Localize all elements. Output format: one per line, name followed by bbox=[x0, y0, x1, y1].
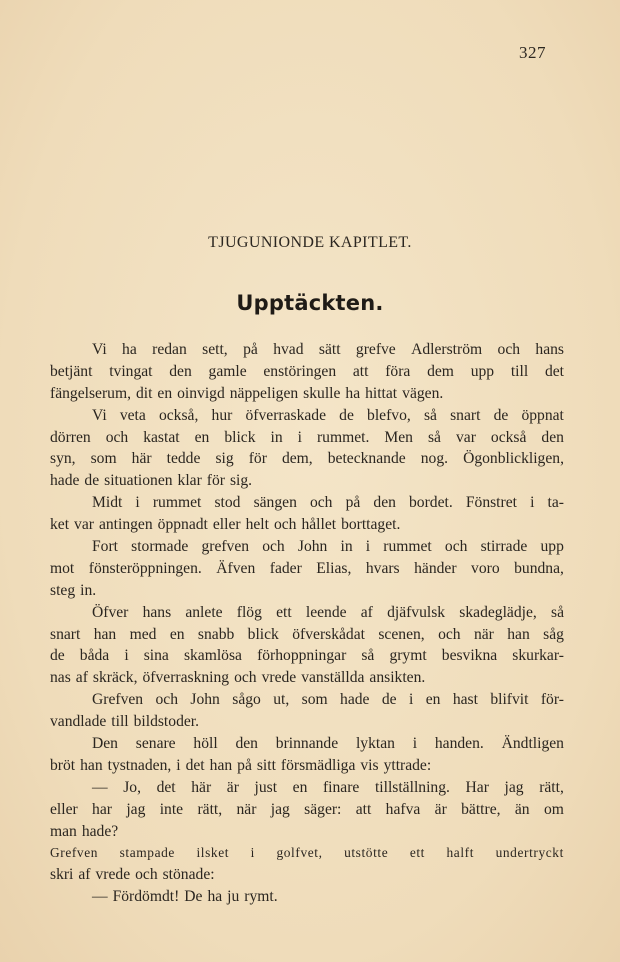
text-line: Öfver hans anlete flög ett leende af djäfvulsk skadeglädje, så bbox=[92, 603, 564, 621]
text-line: Midt i rummet stod sängen och på den bordet. Fönstret i ta- bbox=[92, 494, 564, 512]
page-number: 327 bbox=[519, 43, 546, 62]
text-line: — Fördömdt! De ha ju rymt. bbox=[92, 888, 278, 906]
text-line: ket var antingen öppnadt eller helt och hållet borttaget. bbox=[50, 516, 401, 534]
text-line: de båda i sina skamlösa förhoppningar så grymt besvikna skurkar- bbox=[50, 647, 564, 665]
text-line: Den senare höll den brinnande lyktan i handen. Ändtligen bbox=[92, 735, 564, 753]
text-line: man hade? bbox=[50, 822, 119, 840]
text-line: mot fönsteröppningen. Äfven fader Elias, hvars händer voro bundna, bbox=[50, 559, 564, 577]
text-line: steg in. bbox=[50, 581, 97, 599]
text-line: dörren och kastat en blick in i rummet. Men så var också den bbox=[50, 428, 564, 446]
chapter-heading: TJUGUNIONDE KAPITLET. bbox=[208, 234, 412, 251]
text-line: fängelserum, dit en oinvigd näppeligen skulle ha hittat vägen. bbox=[50, 384, 444, 402]
text-line: eller har jag inte rätt, när jag säger: att hafva är bättre, än om bbox=[50, 800, 564, 818]
text-line: Vi veta också, hur öfverraskade de blefvo, så snart de öppnat bbox=[92, 406, 564, 424]
text-line: — Jo, det här är just en finare tillställning. Har jag rätt, bbox=[92, 778, 564, 796]
text-line: bröt han tystnaden, i det han på sitt försmädliga vis yttrade: bbox=[50, 756, 432, 774]
text-line: syn, som här tedde sig för dem, betecknande nog. Ögonblickligen, bbox=[50, 450, 564, 468]
text-line: snart han med en snabb blick öfverskådat scenen, och när han såg bbox=[50, 625, 564, 643]
text-line: Fort stormade grefven och John in i rummet och stirrade upp bbox=[92, 538, 564, 556]
text-line: nas af skräck, öfverraskning och vrede vanställda ansikten. bbox=[50, 669, 426, 687]
text-line: vandlade till bildstoder. bbox=[50, 713, 200, 731]
text-line: Grefven och John sågo ut, som hade de i en hast blifvit för- bbox=[92, 691, 564, 709]
text-line: Grefven stampade ilsket i golfvet, utstötte ett halft undertryckt bbox=[50, 845, 564, 861]
text-line: hade de situationen klar för sig. bbox=[50, 472, 253, 490]
body-text bbox=[50, 339, 564, 908]
text-line: betjänt tvingat den gamle enstöringen att föra dem upp till det bbox=[50, 362, 564, 380]
text-line: Vi ha redan sett, på hvad sätt grefve Adlerström och hans bbox=[92, 341, 564, 358]
text-line: skri af vrede och stönade: bbox=[50, 866, 215, 884]
chapter-title: Upptäckten. bbox=[236, 291, 384, 315]
